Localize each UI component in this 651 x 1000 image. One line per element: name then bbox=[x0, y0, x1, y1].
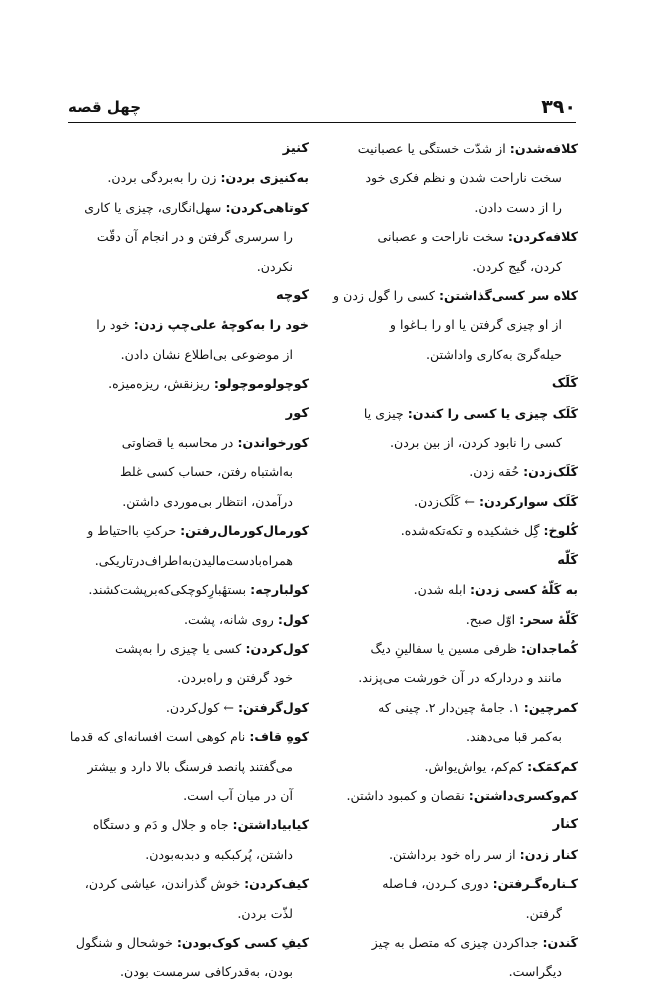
entry-headword: کورخواندن: bbox=[237, 435, 309, 451]
dictionary-entry bbox=[328, 781, 578, 810]
entry-headword: کیف‌کردن: bbox=[244, 876, 309, 892]
entry-headword: کول‌کردن: bbox=[245, 640, 309, 656]
entry-headword: کَلَک‌زدن: bbox=[523, 464, 578, 480]
dictionary-entry bbox=[328, 869, 578, 898]
dictionary-entry bbox=[328, 457, 578, 486]
dictionary-entry bbox=[59, 193, 309, 222]
entry-definition: بستهٔبارِکوچکی‌که‌برپشت‌کشند. bbox=[88, 582, 247, 598]
dictionary-entry bbox=[59, 693, 309, 722]
entry-headword: کیفِ کسی کوک‌بودن: bbox=[176, 934, 309, 950]
dictionary-entry bbox=[328, 222, 578, 251]
entry-continuation: نکردن. bbox=[256, 258, 293, 274]
right-column bbox=[328, 134, 578, 987]
entry-headword: به‌کنیزی بردن: bbox=[220, 170, 309, 186]
entry-headword: کلافه‌کردن: bbox=[507, 229, 578, 245]
entry-definition: کسی یا چیزی را به‌پشت bbox=[115, 640, 242, 656]
entry-headword: کَلَک سوارکردن: bbox=[479, 493, 578, 509]
entry-definition: از سر راه خود برداشتن. bbox=[388, 846, 516, 862]
entry-definition: سخت ناراحت و عصبانی bbox=[377, 229, 504, 245]
entry-headword: کلاه سر کسی‌گذاشتن: bbox=[439, 288, 578, 304]
entry-continuation: داشتن، پُرکبکبه و دبدبه‌بودن. bbox=[145, 846, 293, 862]
dictionary-entry bbox=[328, 840, 578, 869]
entry-headword: کم‌وکسری‌داشتن: bbox=[468, 787, 578, 803]
entry-definition: روی شانه، پشت. bbox=[183, 611, 274, 627]
entry-definition: نام کوهی است افسانه‌ای که قدما bbox=[69, 729, 246, 745]
entry-definition: ۱. جامهٔ چین‌دار ۲. چینی که bbox=[378, 699, 520, 715]
left-column bbox=[59, 134, 309, 987]
dictionary-entry bbox=[328, 634, 578, 663]
section-heading: کَلَک bbox=[551, 376, 578, 392]
entry-definition: کم‌کم، یواش‌یواش. bbox=[424, 758, 524, 774]
entry-definition: حُقه زدن. bbox=[469, 464, 520, 480]
entry-definition: ظرفی مسین یا سفالینِ دیگ bbox=[370, 640, 518, 656]
entry-continuation: به‌اشتباه رفتن، حساب کسی غلط bbox=[119, 464, 293, 480]
dictionary-entry bbox=[59, 869, 309, 898]
entry-headword: کُلوخ: bbox=[543, 523, 578, 539]
entry-continuation: می‌گفتند پانصد فرسنگ بالا دارد و بیشتر bbox=[87, 758, 293, 774]
section-heading: کور bbox=[285, 405, 309, 421]
entry-definition: ← کَلَک‌زدن. bbox=[414, 493, 475, 509]
entry-definition: خود را bbox=[96, 317, 130, 333]
page-header bbox=[68, 88, 576, 123]
entry-definition: ← کول‌کردن. bbox=[165, 699, 234, 715]
dictionary-entry bbox=[328, 487, 578, 516]
entry-definition: زن را به‌بردگی بردن. bbox=[107, 170, 217, 186]
entry-definition: نقصان و کمبود داشتن. bbox=[346, 787, 465, 803]
entry-definition: ریزنقش، ریزه‌میزه. bbox=[108, 376, 210, 392]
entry-headword: کیابیاداشتن: bbox=[232, 817, 309, 833]
dictionary-entry bbox=[59, 163, 309, 192]
entry-definition: در محاسبه یا قضاوتی bbox=[121, 435, 234, 451]
dictionary-entry bbox=[328, 928, 578, 957]
entry-continuation: را از دست دادن. bbox=[474, 199, 562, 215]
entry-continuation: دیگراست. bbox=[508, 964, 562, 980]
entry-continuation: را سرسری گرفتن و در انجام آن دقّت bbox=[96, 229, 293, 245]
entry-definition: گِل خشکیده و تکه‌تکه‌شده. bbox=[400, 523, 540, 539]
entry-headword: کولبارچه: bbox=[250, 582, 309, 598]
entry-definition: سهل‌انگاری، چیزی یا کاری bbox=[84, 199, 222, 215]
dictionary-entry bbox=[59, 605, 309, 634]
entry-headword: کم‌کمَک: bbox=[527, 758, 578, 774]
entry-headword: کول‌گرفتن: bbox=[237, 699, 309, 715]
dictionary-entry bbox=[328, 605, 578, 634]
dictionary-entry bbox=[328, 399, 578, 428]
entry-continuation: کردن، گیج کردن. bbox=[472, 258, 562, 274]
dictionary-entry bbox=[59, 369, 309, 398]
dictionary-entry bbox=[59, 428, 309, 457]
entry-headword: کُماجدان: bbox=[521, 640, 578, 656]
entry-headword: کوتاهی‌کردن: bbox=[225, 199, 309, 215]
entry-continuation: سخت ناراحت شدن و نظم فکری خود bbox=[365, 170, 562, 186]
dictionary-entry bbox=[59, 575, 309, 604]
dictionary-entry bbox=[59, 810, 309, 839]
dictionary-entry bbox=[59, 310, 309, 339]
entry-headword: کول: bbox=[277, 611, 309, 627]
entry-continuation: مانند و درداركه در آن خورشت می‌پزند. bbox=[358, 670, 562, 686]
entry-headword: کوهِ قاف: bbox=[249, 729, 309, 745]
entry-continuation: حیله‌گریَ به‌کاری واداشتن. bbox=[426, 346, 562, 362]
dictionary-entry bbox=[59, 634, 309, 663]
entry-continuation: همراه‌بادست‌مالیدن‌به‌اطراف‌درتاریکی. bbox=[94, 552, 293, 568]
section-heading: کوچه bbox=[276, 288, 309, 304]
entry-definition: خوشحال و شنگول bbox=[75, 934, 173, 950]
entry-definition: ابله شدن. bbox=[413, 582, 466, 598]
entry-continuation: از موضوعی بی‌اطلاع نشان دادن. bbox=[120, 346, 293, 362]
entry-headword: کـناره‌گـرفتن: bbox=[492, 876, 578, 892]
dictionary-entry bbox=[59, 516, 309, 545]
entry-headword: کمرچین: bbox=[523, 699, 578, 715]
entry-definition: کسی را گول زدن و bbox=[332, 288, 435, 304]
dictionary-entry bbox=[59, 722, 309, 751]
entry-definition: اوّل صبح. bbox=[465, 611, 516, 627]
entry-continuation: آن در میان آب است. bbox=[183, 787, 293, 803]
entry-continuation: کسی را نابود کردن، از بین بردن. bbox=[390, 435, 562, 451]
entry-continuation: بودن، به‌قدرکافی سرمست بودن. bbox=[120, 964, 293, 980]
entry-definition: خوش گذراندن، عیاشی کردن، bbox=[84, 876, 241, 892]
section-heading: کنیز bbox=[282, 141, 309, 156]
entry-headword: خود را به‌کوچهٔ علی‌چپ زدن: bbox=[133, 317, 309, 333]
entry-headword: کنار زدن: bbox=[519, 846, 578, 862]
dictionary-entry bbox=[59, 928, 309, 957]
entry-definition: جداکردن چیزی که متصل به چیز bbox=[371, 934, 539, 950]
page-number: ۳۹۰ bbox=[541, 96, 576, 118]
running-title: چهل قصه bbox=[68, 98, 142, 116]
dictionary-entry bbox=[328, 575, 578, 604]
dictionary-entry bbox=[328, 752, 578, 781]
entry-headword: کَندن: bbox=[542, 934, 578, 950]
dictionary-entry bbox=[328, 281, 578, 310]
entry-headword: کَلّهٔ سحر: bbox=[519, 611, 578, 627]
entry-continuation: درآمدن، انتظار بی‌موردی داشتن. bbox=[122, 493, 293, 509]
entry-continuation: به‌کمر قبا می‌دهند. bbox=[465, 729, 562, 745]
entry-headword: کورمال‌کورمال‌رفتن: bbox=[180, 523, 309, 539]
section-heading: کنار bbox=[552, 817, 578, 833]
section-heading: کَلّه bbox=[557, 552, 578, 568]
entry-headword: کَلَک چیزی یا کسی را کندن: bbox=[407, 405, 578, 421]
entry-continuation: گرفتن. bbox=[525, 905, 562, 921]
entry-definition: حرکتِ بااحتیاط و bbox=[87, 523, 177, 539]
entry-headword: کلافه‌شدن: bbox=[509, 141, 578, 156]
dictionary-entry bbox=[328, 693, 578, 722]
entry-continuation: خود گرفتن و راه‌بردن. bbox=[177, 670, 293, 686]
entry-definition: از شدّت خستگی یا عصبانیت bbox=[357, 141, 506, 156]
entry-definition: چیزی یا bbox=[363, 405, 404, 421]
dictionary-entry bbox=[328, 134, 578, 163]
entry-continuation: لذّت بردن. bbox=[237, 905, 293, 921]
entry-definition: جاه و جلال و دَم و دستگاه bbox=[92, 817, 229, 833]
entry-headword: کوچولوموچولو: bbox=[213, 376, 309, 392]
entry-headword: به کَلّهٔ کسی زدن: bbox=[469, 582, 578, 598]
entry-definition: دوری کـردن، فـاصله bbox=[382, 876, 489, 892]
entry-continuation: از او چیزی گرفتن یا او را بـاغوا و bbox=[389, 317, 562, 333]
dictionary-entry bbox=[328, 516, 578, 545]
